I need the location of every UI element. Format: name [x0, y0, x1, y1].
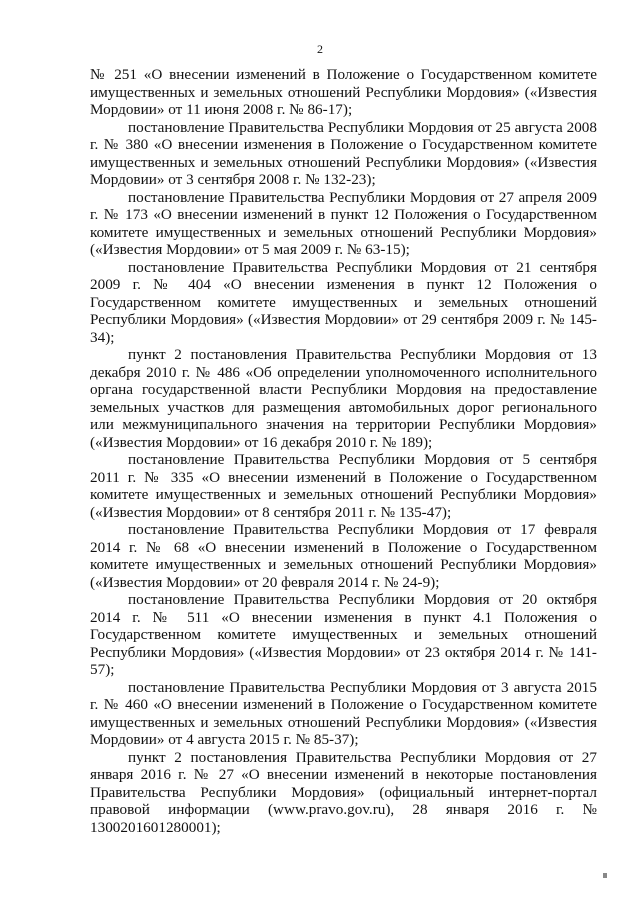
paragraph-7: постановление Правительства Республики Мордовия от 17 февраля 2014 г. № 68 «О внесении изменений в Положение о Государственном комитете имущественных и земельных отношений Республики Мордовия» («Известия Мордовии» от 20 февраля 2014 г. № 24-9);: [90, 521, 597, 591]
paragraph-8: постановление Правительства Республики Мордовия от 20 октября 2014 г. № 511 «О внесении изменения в пункт 4.1 Положения о Государственном комитете имущественных и земельных отношений Республики Мордовия» («Известия Мордовии» от 23 октября 2014 г. № 141-57);: [90, 591, 597, 678]
paragraph-6: постановление Правительства Республики Мордовия от 5 сентября 2011 г. № 335 «О внесении изменений в Положение о Государственном комитете имущественных и земельных отношений Республики Мордовия» («Известия Мордовии» от 8 сентября 2011 г. № 135-47);: [90, 451, 597, 521]
page-number: 2: [317, 42, 323, 56]
document-body: [90, 66, 597, 836]
paragraph-10: пункт 2 постановления Правительства Республики Мордовия от 27 января 2016 г. № 27 «О внесении изменений в некоторые постановления Правительства Республики Мордовия» (официальный интернет-портал правовой информации (www.pravo.gov.ru), 28 января 2016 г. № 1300201601280001);: [90, 748, 597, 836]
paragraph-9: постановление Правительства Республики Мордовия от 3 августа 2015 г. № 460 «О внесении изменений в Положение о Государственном комитете имущественных и земельных отношений Республики Мордовия» («Известия Мордовии» от 4 августа 2015 г. № 85-37);: [90, 678, 597, 748]
scan-speck: [603, 873, 607, 878]
paragraph-3: постановление Правительства Республики Мордовия от 27 апреля 2009 г. № 173 «О внесении изменений в пункт 12 Положения о Государственном комитете имущественных и земельных отношений Республики Мордовия» («Известия Мордовии» от 5 мая 2009 г. № 63-15);: [90, 188, 597, 258]
paragraph-5: пункт 2 постановления Правительства Республики Мордовия от 13 декабря 2010 г. № 486 «Об определении уполномоченного исполнительного органа государственной власти Республики Мордовия на предоставление земельных участков для размещения автомобильных дорог регионального или межмуниципального значения на территории Республики Мордовия» («Известия Мордовии» от 16 декабря 2010 г. № 189);: [90, 346, 597, 451]
paragraph-1: № 251 «О внесении изменений в Положение о Государственном комитете имущественных и земельных отношений Республики Мордовия» («Известия Мордовии» от 11 июня 2008 г. № 86-17);: [90, 66, 597, 118]
paragraph-4: постановление Правительства Республики Мордовия от 21 сентября 2009 г. № 404 «О внесении изменения в пункт 12 Положения о Государственном комитете имущественных и земельных отношений Республики Мордовия» («Известия Мордовии» от 29 сентября 2009 г. № 145-34);: [90, 258, 597, 346]
paragraph-2: постановление Правительства Республики Мордовия от 25 августа 2008 г. № 380 «О внесении изменения в Положение о Государственном комитете имущественных и земельных отношений Республики Мордовия» («Известия Мордовии» от 3 сентября 2008 г. № 132-23);: [90, 118, 597, 188]
